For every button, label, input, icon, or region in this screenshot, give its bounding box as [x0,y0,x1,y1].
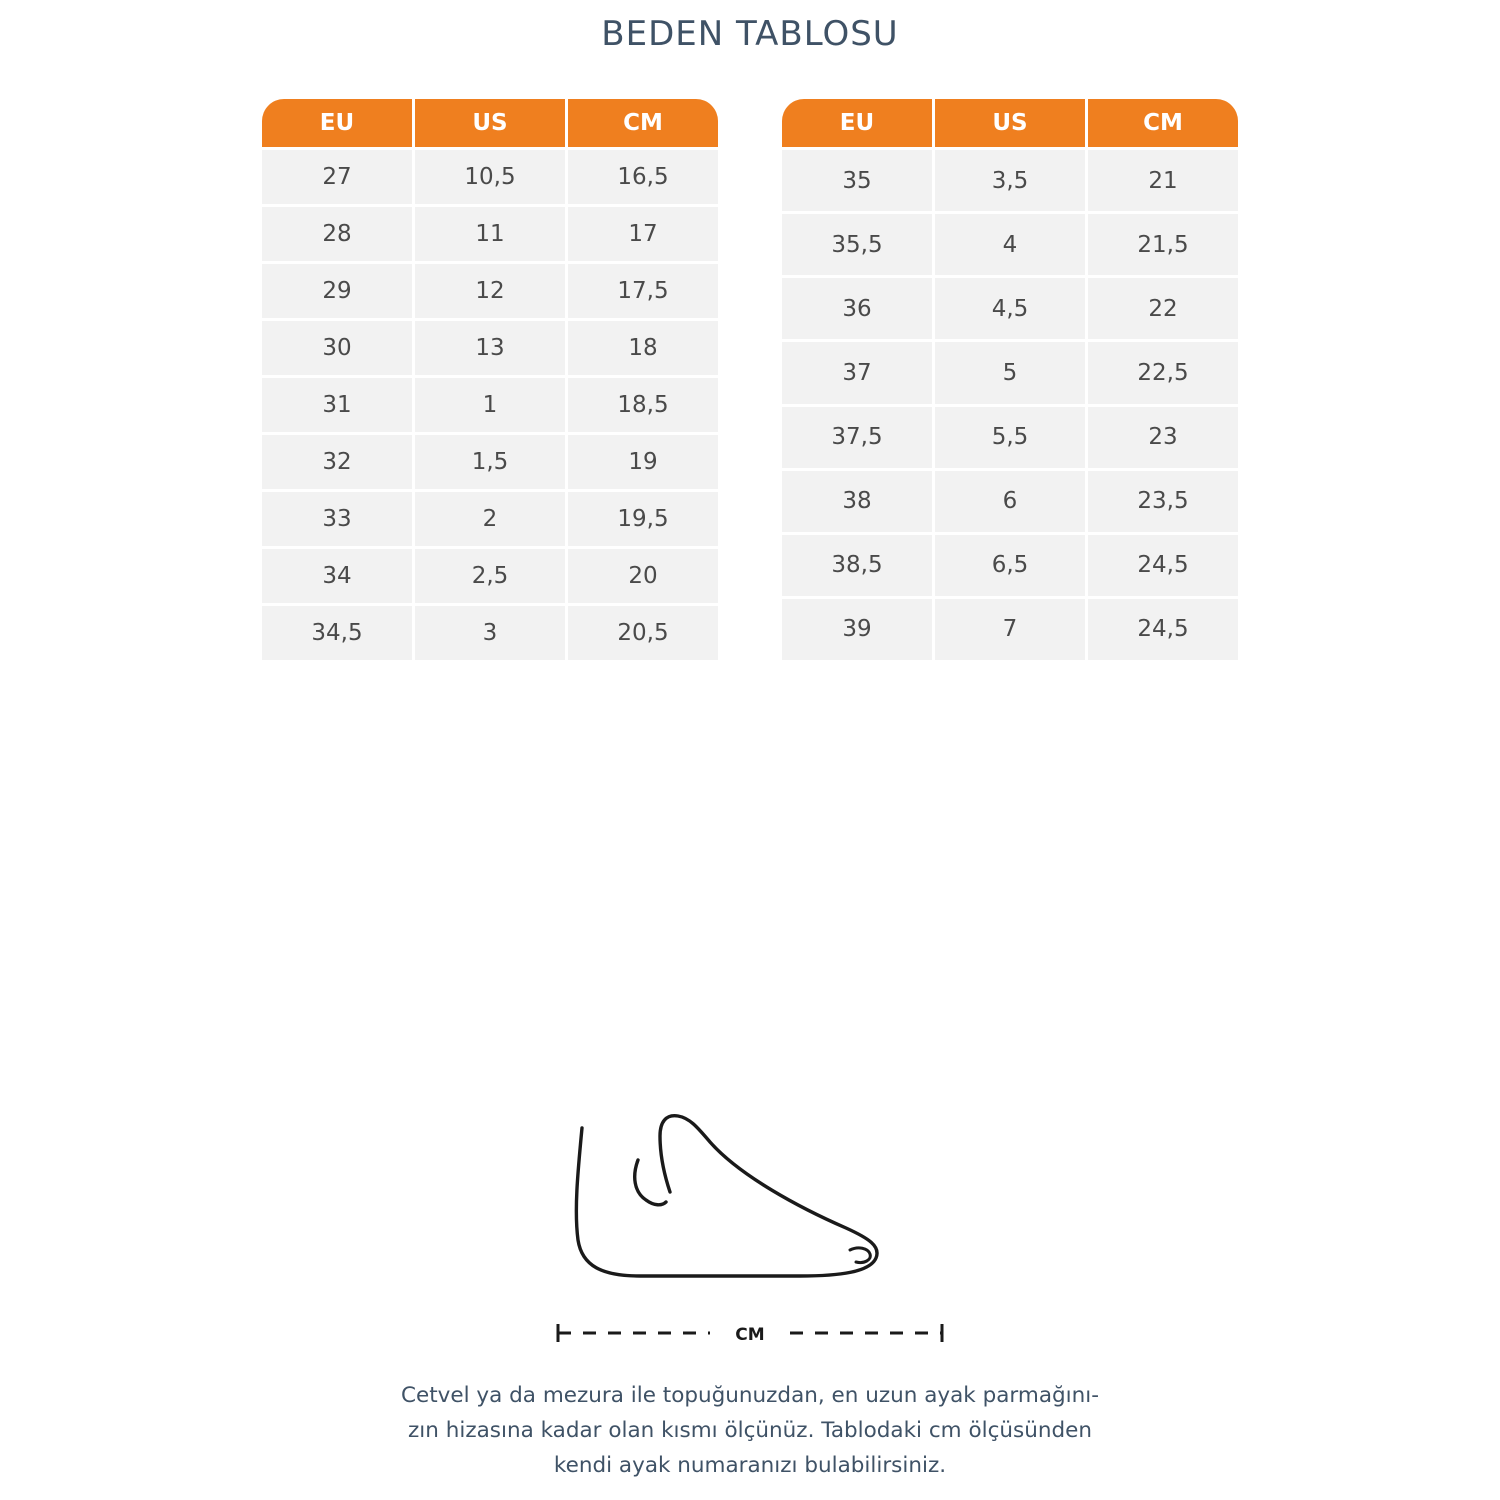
cell-cm: 24,5 [1088,599,1238,660]
cell-cm: 22,5 [1088,342,1238,403]
cell-eu: 38,5 [782,535,932,596]
cell-eu: 37,5 [782,407,932,468]
cell-eu: 33 [262,492,412,546]
table-row [262,150,718,204]
cell-cm: 21 [1088,150,1238,211]
table-row [782,150,1238,211]
cell-eu: 34 [262,549,412,603]
cell-cm: 18 [568,321,718,375]
cell-eu: 36 [782,278,932,339]
note-line-1: Cetvel ya da mezura ile topuğunuzdan, en uzun ayak parmağını- [401,1383,1099,1408]
kids-size-table [259,96,721,663]
column-header-eu: EU [782,99,932,147]
cell-us: 5,5 [935,407,1085,468]
cell-us: 4 [935,214,1085,275]
table-row [782,342,1238,403]
foot-measure-diagram [0,1100,1500,1350]
instruction-note [0,1378,1500,1483]
size-tables-container [0,96,1500,663]
cell-us: 6 [935,471,1085,532]
cell-us: 6,5 [935,535,1085,596]
cell-cm: 24,5 [1088,535,1238,596]
cell-us: 2 [415,492,565,546]
table-row [782,214,1238,275]
table-row [262,606,718,660]
table-row [262,549,718,603]
cell-cm: 16,5 [568,150,718,204]
table-row [262,492,718,546]
cell-us: 7 [935,599,1085,660]
table-row [782,471,1238,532]
cell-us: 1 [415,378,565,432]
cell-cm: 23,5 [1088,471,1238,532]
cell-us: 11 [415,207,565,261]
table-row [262,264,718,318]
table-header-row [782,99,1238,147]
cell-us: 3,5 [935,150,1085,211]
cell-eu: 37 [782,342,932,403]
column-header-cm: CM [568,99,718,147]
foot-outline-icon [550,1100,950,1320]
cell-cm: 19 [568,435,718,489]
cell-cm: 19,5 [568,492,718,546]
table-row [782,599,1238,660]
cell-eu: 28 [262,207,412,261]
cell-us: 10,5 [415,150,565,204]
cell-us: 5 [935,342,1085,403]
table-row [782,407,1238,468]
cell-us: 3 [415,606,565,660]
table-row [782,535,1238,596]
column-header-eu: EU [262,99,412,147]
cell-cm: 23 [1088,407,1238,468]
table-row [782,278,1238,339]
table-header-row [262,99,718,147]
cell-eu: 29 [262,264,412,318]
note-line-3: kendi ayak numaranızı bulabilirsiniz. [553,1453,947,1478]
cell-eu: 31 [262,378,412,432]
cell-us: 2,5 [415,549,565,603]
cell-us: 12 [415,264,565,318]
table-row [262,321,718,375]
cell-eu: 38 [782,471,932,532]
cell-eu: 35 [782,150,932,211]
cell-eu: 30 [262,321,412,375]
column-header-us: US [935,99,1085,147]
cell-cm: 20 [568,549,718,603]
adult-size-table [779,96,1241,663]
cell-cm: 18,5 [568,378,718,432]
column-header-us: US [415,99,565,147]
column-header-cm: CM [1088,99,1238,147]
cell-us: 4,5 [935,278,1085,339]
cell-us: 13 [415,321,565,375]
cell-eu: 34,5 [262,606,412,660]
cell-eu: 27 [262,150,412,204]
cm-measure-ruler [550,1320,950,1350]
page-title: BEDEN TABLOSU [601,14,899,54]
cell-eu: 35,5 [782,214,932,275]
cell-cm: 22 [1088,278,1238,339]
cell-us: 1,5 [415,435,565,489]
table-row [262,378,718,432]
cell-cm: 20,5 [568,606,718,660]
note-line-2: zın hizasına kadar olan kısmı ölçünüz. Tablodaki cm ölçüsünden [408,1418,1092,1443]
cell-eu: 39 [782,599,932,660]
cell-cm: 17 [568,207,718,261]
cell-eu: 32 [262,435,412,489]
cell-cm: 17,5 [568,264,718,318]
table-row [262,207,718,261]
table-row [262,435,718,489]
measure-label: CM [735,1325,765,1345]
cell-cm: 21,5 [1088,214,1238,275]
